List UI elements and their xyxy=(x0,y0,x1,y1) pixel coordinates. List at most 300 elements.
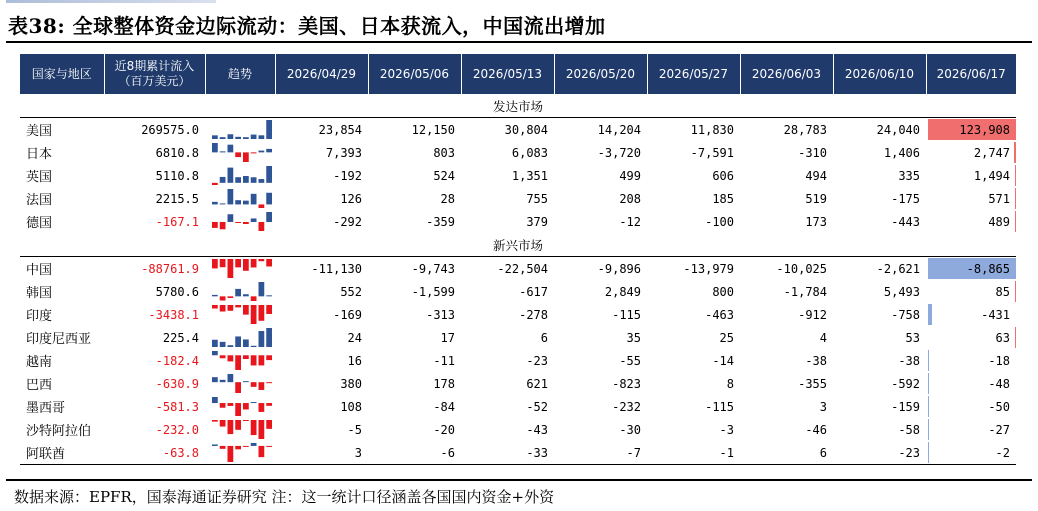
sparkline-bar xyxy=(220,403,226,408)
sparkline-bar xyxy=(251,152,257,153)
table-row xyxy=(20,395,1016,418)
weekly-flow-value xyxy=(926,187,1016,210)
row-name: 越南 xyxy=(26,355,53,370)
row-name: 印度 xyxy=(26,309,53,324)
weekly-flow-text: -8,865 xyxy=(966,261,1010,276)
weekly-flow-text: 63 xyxy=(995,330,1010,345)
sparkline-bar xyxy=(266,259,272,266)
sparkline-bar xyxy=(228,168,234,183)
sparkline-bar xyxy=(243,176,249,183)
weekly-flow-value: -10,025 xyxy=(776,261,827,276)
sparkline-bar xyxy=(259,420,265,439)
weekly-flow-value: -9,743 xyxy=(411,261,455,276)
sparkline-bar xyxy=(266,328,272,347)
sparkline-bar xyxy=(212,397,218,403)
weekly-flow-value: -278 xyxy=(519,307,548,322)
weekly-flow-value: 335 xyxy=(898,168,920,183)
weekly-flow-value: 28,783 xyxy=(783,122,827,137)
sparkline-bar xyxy=(235,152,241,157)
sparkline-bar xyxy=(259,331,265,347)
sparkline-bar xyxy=(259,151,265,153)
sparkline-bar xyxy=(259,355,265,365)
weekly-flow-value: -6 xyxy=(368,441,461,465)
sparkline-bar xyxy=(220,151,226,152)
weekly-flow-text: 85 xyxy=(995,284,1010,299)
sparkline-bar xyxy=(243,294,249,296)
weekly-flow-value: -912 xyxy=(798,307,827,322)
sparkline-bar xyxy=(251,305,257,324)
sparkline-bar xyxy=(228,189,234,204)
weekly-flow-value xyxy=(926,418,1016,441)
weekly-flow-value: -1,784 xyxy=(783,284,827,299)
weekly-flow-value: 499 xyxy=(619,168,641,183)
cumulative-value: -581.3 xyxy=(155,399,199,414)
sparkline-bar xyxy=(220,446,226,449)
trend-sparkline xyxy=(205,326,275,349)
weekly-flow-value: 494 xyxy=(805,168,827,183)
sparkline-bar xyxy=(228,305,234,311)
weekly-flow-value: -58 xyxy=(898,422,920,437)
sparkline-bar xyxy=(259,222,265,231)
sparkline-bar xyxy=(228,259,234,278)
table-row xyxy=(20,210,1016,233)
weekly-flow-value: -359 xyxy=(426,214,455,229)
sparkline-svg xyxy=(211,419,273,440)
weekly-flow-value: -38 xyxy=(898,353,920,368)
col-date: 2026/04/29 xyxy=(275,54,368,94)
top-strip xyxy=(0,0,1038,6)
weekly-flow-value: 24 xyxy=(347,330,362,345)
weekly-flow-value: 3 xyxy=(819,399,827,414)
sparkline-bar xyxy=(235,355,241,370)
sparkline-bar xyxy=(243,259,249,271)
sparkline-bar xyxy=(266,212,272,222)
cumulative-value: 5780.6 xyxy=(155,284,199,299)
weekly-flow-value: -52 xyxy=(526,399,548,414)
data-bar xyxy=(1015,281,1016,302)
data-bar xyxy=(1014,142,1016,163)
weekly-flow-value: 379 xyxy=(526,214,548,229)
fund-flow-table xyxy=(20,54,1016,465)
row-name: 墨西哥 xyxy=(26,401,66,416)
sparkline-bar xyxy=(266,166,272,183)
data-bar xyxy=(928,442,929,463)
sparkline-svg xyxy=(211,350,273,371)
sparkline-bar xyxy=(251,194,257,205)
weekly-flow-value: 35 xyxy=(626,330,641,345)
weekly-flow-value xyxy=(926,303,1016,326)
sparkline-bar xyxy=(259,305,265,321)
table-row xyxy=(20,280,1016,303)
weekly-flow-value: -232 xyxy=(612,399,641,414)
col-cumulative-line1: 近8期累计流入 xyxy=(114,59,195,73)
table-body xyxy=(20,94,1016,465)
sparkline-bar xyxy=(266,446,272,447)
col-date: 2026/06/10 xyxy=(833,54,926,94)
sparkline-bar xyxy=(228,145,234,153)
sparkline-bar xyxy=(235,336,241,347)
sparkline-bar xyxy=(235,289,241,296)
weekly-flow-value: -23 xyxy=(526,353,548,368)
sparkline-bar xyxy=(228,296,234,298)
trend-sparkline xyxy=(205,187,275,210)
weekly-flow-text: -18 xyxy=(988,353,1010,368)
data-bar xyxy=(928,304,932,325)
data-bar xyxy=(928,419,929,440)
col-region: 国家与地区 xyxy=(20,54,104,94)
sparkline-svg xyxy=(211,373,273,394)
weekly-flow-value: 1,406 xyxy=(883,145,920,160)
sparkline-bar xyxy=(259,179,265,183)
sparkline-bar xyxy=(212,420,218,422)
weekly-flow-text: 489 xyxy=(988,214,1010,229)
sparkline-bar xyxy=(251,355,257,365)
weekly-flow-value: 6 xyxy=(540,330,548,345)
sparkline-bar xyxy=(259,382,265,390)
weekly-flow-value: 185 xyxy=(712,191,734,206)
weekly-flow-value: -159 xyxy=(891,399,920,414)
sparkline-bar xyxy=(266,355,272,360)
weekly-flow-text: -2 xyxy=(995,445,1010,460)
sparkline-bar xyxy=(243,381,249,382)
table-row xyxy=(20,349,1016,372)
sparkline-bar xyxy=(235,177,241,183)
weekly-flow-value: -3,720 xyxy=(597,145,641,160)
sparkline-bar xyxy=(235,137,241,139)
sparkline-bar xyxy=(212,259,218,268)
trend-sparkline xyxy=(205,372,275,395)
sparkline-bar xyxy=(212,143,218,152)
sparkline-bar xyxy=(266,403,272,406)
sparkline-bar xyxy=(251,402,257,403)
sparkline-bar xyxy=(251,218,257,222)
sparkline-bar xyxy=(251,346,257,347)
row-name: 印度尼西亚 xyxy=(26,332,92,347)
cumulative-value: -167.1 xyxy=(155,214,199,229)
weekly-flow-text: -27 xyxy=(988,422,1010,437)
sparkline-bar xyxy=(235,446,241,449)
weekly-flow-value: -20 xyxy=(433,422,455,437)
weekly-flow-value: 3 xyxy=(275,441,368,465)
weekly-flow-value: -38 xyxy=(805,353,827,368)
data-bar xyxy=(1015,188,1016,209)
sparkline-bar xyxy=(259,135,265,139)
weekly-flow-value: 16 xyxy=(347,353,362,368)
weekly-flow-value: 4 xyxy=(819,330,827,345)
sparkline-bar xyxy=(235,403,241,416)
weekly-flow-value: -100 xyxy=(705,214,734,229)
weekly-flow-value xyxy=(926,441,1016,465)
weekly-flow-value: -5 xyxy=(347,422,362,437)
weekly-flow-value: -115 xyxy=(612,307,641,322)
weekly-flow-value: 17 xyxy=(440,330,455,345)
weekly-flow-text: -50 xyxy=(988,399,1010,414)
sparkline-bar xyxy=(212,305,218,309)
weekly-flow-value: 28 xyxy=(440,191,455,206)
weekly-flow-value: -33 xyxy=(461,441,554,465)
sparkline-bar xyxy=(212,183,218,185)
data-bar xyxy=(1015,211,1016,232)
weekly-flow-value: 552 xyxy=(340,284,362,299)
weekly-flow-value: -115 xyxy=(705,399,734,414)
col-trend: 趋势 xyxy=(205,54,275,94)
sparkline-bar xyxy=(212,351,218,355)
table-row xyxy=(20,418,1016,441)
trend-sparkline xyxy=(205,118,275,142)
sparkline-svg xyxy=(211,258,273,279)
weekly-flow-value xyxy=(926,210,1016,233)
cumulative-value: 6810.8 xyxy=(155,145,199,160)
weekly-flow-value: 6 xyxy=(740,441,833,465)
table-row xyxy=(20,257,1016,281)
weekly-flow-value: 2,849 xyxy=(604,284,641,299)
weekly-flow-value: -7 xyxy=(554,441,647,465)
sparkline-bar xyxy=(251,296,257,301)
weekly-flow-value: 12,150 xyxy=(411,122,455,137)
weekly-flow-value: 755 xyxy=(526,191,548,206)
weekly-flow-value: -13,979 xyxy=(683,261,734,276)
table-row xyxy=(20,441,1016,465)
row-name: 德国 xyxy=(26,216,53,231)
row-name: 中国 xyxy=(26,263,53,278)
weekly-flow-value xyxy=(926,164,1016,187)
table-row xyxy=(20,303,1016,326)
sparkline-bar xyxy=(259,259,265,261)
table-row xyxy=(20,326,1016,349)
row-name: 巴西 xyxy=(26,378,53,393)
weekly-flow-value: -7,591 xyxy=(690,145,734,160)
weekly-flow-value: 11,830 xyxy=(690,122,734,137)
sparkline-bar xyxy=(243,420,249,421)
sparkline-bar xyxy=(235,200,241,204)
weekly-flow-value: -22,504 xyxy=(497,261,548,276)
sparkline-bar xyxy=(212,295,218,296)
weekly-flow-text: 123,908 xyxy=(959,122,1010,137)
sparkline-bar xyxy=(212,340,218,347)
weekly-flow-value: 621 xyxy=(526,376,548,391)
sparkline-bar xyxy=(243,403,249,409)
sparkline-bar xyxy=(220,305,226,312)
weekly-flow-value: 8 xyxy=(726,376,734,391)
weekly-flow-value: 5,493 xyxy=(883,284,920,299)
sparkline-bar xyxy=(243,355,249,359)
weekly-flow-value: -463 xyxy=(705,307,734,322)
weekly-flow-value xyxy=(926,372,1016,395)
weekly-flow-value: -14 xyxy=(712,353,734,368)
weekly-flow-text: -431 xyxy=(981,307,1010,322)
footer-rule xyxy=(6,479,1032,481)
weekly-flow-value xyxy=(926,349,1016,372)
col-cumulative-line2: （百万美元） xyxy=(118,74,191,88)
sparkline-svg xyxy=(211,188,273,209)
table-row xyxy=(20,164,1016,187)
sparkline-bar xyxy=(251,135,257,139)
weekly-flow-value xyxy=(926,395,1016,418)
sparkline-bar xyxy=(251,259,257,267)
sparkline-svg xyxy=(211,165,273,186)
sparkline-bar xyxy=(243,305,249,315)
title-rule xyxy=(6,41,1032,43)
weekly-flow-value: 108 xyxy=(340,399,362,414)
weekly-flow-value: -1,599 xyxy=(411,284,455,299)
cumulative-value: 225.4 xyxy=(162,330,199,345)
trend-sparkline xyxy=(205,210,275,233)
col-date: 2026/06/17 xyxy=(926,54,1016,94)
sparkline-bar xyxy=(220,380,226,382)
sparkline-svg xyxy=(211,142,273,163)
sparkline-bar xyxy=(228,374,234,382)
section-label: 发达市场 xyxy=(20,94,1016,118)
section-label: 新兴市场 xyxy=(20,233,1016,257)
weekly-flow-value: 23,854 xyxy=(318,122,362,137)
col-date: 2026/05/13 xyxy=(461,54,554,94)
page-title: 表38: 全球整体资金边际流动：美国、日本获流入，中国流出增加 xyxy=(8,14,606,38)
cumulative-value: -3438.1 xyxy=(148,307,199,322)
sparkline-svg xyxy=(211,327,273,348)
row-name: 日本 xyxy=(26,147,53,162)
sparkline-bar xyxy=(259,204,265,208)
weekly-flow-value: 53 xyxy=(905,330,920,345)
cumulative-value: -232.0 xyxy=(155,422,199,437)
weekly-flow-value: -592 xyxy=(891,376,920,391)
sparkline-svg xyxy=(211,281,273,302)
weekly-flow-value: 800 xyxy=(712,284,734,299)
weekly-flow-text: -48 xyxy=(988,376,1010,391)
sparkline-bar xyxy=(220,222,226,229)
cumulative-value: 269575.0 xyxy=(141,122,199,137)
sparkline-bar xyxy=(251,177,257,183)
sparkline-bar xyxy=(212,377,218,382)
weekly-flow-value: -169 xyxy=(333,307,362,322)
cumulative-value: -88761.9 xyxy=(141,261,199,276)
sparkline-bar xyxy=(251,382,257,387)
table-row xyxy=(20,372,1016,395)
sparkline-bar xyxy=(228,403,234,406)
weekly-flow-value: -23 xyxy=(833,441,926,465)
weekly-flow-value: -55 xyxy=(619,353,641,368)
trend-sparkline xyxy=(205,395,275,418)
weekly-flow-value: -84 xyxy=(433,399,455,414)
weekly-flow-value: -3 xyxy=(719,422,734,437)
sparkline-bar xyxy=(212,444,218,445)
sparkline-bar xyxy=(220,355,226,358)
sparkline-bar xyxy=(243,201,249,205)
cumulative-value: -630.9 xyxy=(155,376,199,391)
sparkline-bar xyxy=(266,382,272,383)
data-bar xyxy=(1015,327,1016,348)
weekly-flow-value: -192 xyxy=(333,168,362,183)
sparkline-bar xyxy=(266,295,272,296)
weekly-flow-value: -313 xyxy=(426,307,455,322)
weekly-flow-value xyxy=(926,257,1016,281)
row-name: 沙特阿拉伯 xyxy=(26,424,92,439)
sparkline-bar xyxy=(228,345,234,347)
sparkline-bar xyxy=(220,296,226,300)
weekly-flow-value: -175 xyxy=(891,191,920,206)
weekly-flow-value: -443 xyxy=(891,214,920,229)
weekly-flow-value: -43 xyxy=(526,422,548,437)
weekly-flow-value: -355 xyxy=(798,376,827,391)
weekly-flow-text: 1,494 xyxy=(973,168,1010,183)
data-bar xyxy=(1015,165,1016,186)
col-cumulative xyxy=(104,54,205,94)
weekly-flow-value: -30 xyxy=(619,422,641,437)
weekly-flow-value: 208 xyxy=(619,191,641,206)
section-header xyxy=(20,94,1016,118)
sparkline-bar xyxy=(212,222,218,228)
weekly-flow-text: 571 xyxy=(988,191,1010,206)
trend-sparkline xyxy=(205,141,275,164)
weekly-flow-text: 2,747 xyxy=(973,145,1010,160)
sparkline-bar xyxy=(220,259,226,267)
sparkline-svg xyxy=(211,304,273,325)
cumulative-value: 2215.5 xyxy=(155,191,199,206)
section-header xyxy=(20,233,1016,257)
weekly-flow-value xyxy=(926,280,1016,303)
sparkline-bar xyxy=(220,203,226,204)
sparkline-bar xyxy=(235,222,241,223)
sparkline-bar xyxy=(220,177,226,183)
row-name: 法国 xyxy=(26,193,53,208)
sparkline-bar xyxy=(243,339,249,347)
row-name: 韩国 xyxy=(26,286,53,301)
sparkline-bar xyxy=(235,259,241,267)
weekly-flow-value: -823 xyxy=(612,376,641,391)
data-bar xyxy=(928,350,929,371)
weekly-flow-value: 524 xyxy=(433,168,455,183)
table-row xyxy=(20,141,1016,164)
sparkline-bar xyxy=(243,446,249,447)
sparkline-svg xyxy=(211,396,273,417)
sparkline-bar xyxy=(243,137,249,139)
col-date: 2026/05/27 xyxy=(647,54,740,94)
sparkline-bar xyxy=(235,305,241,307)
weekly-flow-value: -310 xyxy=(798,145,827,160)
weekly-flow-value: -12 xyxy=(619,214,641,229)
trend-sparkline xyxy=(205,349,275,372)
cumulative-value: -63.8 xyxy=(104,441,205,465)
data-bar xyxy=(928,373,929,394)
row-name: 阿联酋 xyxy=(20,441,104,465)
sparkline-bar xyxy=(266,420,272,429)
weekly-flow-value: -11 xyxy=(433,353,455,368)
weekly-flow-value: 606 xyxy=(712,168,734,183)
weekly-flow-value: 380 xyxy=(340,376,362,391)
sparkline-bar xyxy=(259,282,265,296)
header-logo-sliver xyxy=(6,0,216,3)
sparkline-bar xyxy=(243,152,249,162)
sparkline-bar xyxy=(228,420,234,434)
table-header xyxy=(20,54,1016,94)
sparkline-svg xyxy=(211,211,273,232)
sparkline-bar xyxy=(266,193,272,205)
weekly-flow-value: -46 xyxy=(805,422,827,437)
sparkline-bar xyxy=(235,382,241,393)
weekly-flow-value: 24,040 xyxy=(876,122,920,137)
sparkline-bar xyxy=(228,355,234,361)
weekly-flow-value: 6,083 xyxy=(511,145,548,160)
sparkline-bar xyxy=(259,403,265,412)
weekly-flow-value: -9,896 xyxy=(597,261,641,276)
weekly-flow-value: -617 xyxy=(519,284,548,299)
sparkline-bar xyxy=(243,222,249,224)
weekly-flow-value: 803 xyxy=(433,145,455,160)
weekly-flow-value xyxy=(926,326,1016,349)
sparkline-bar xyxy=(220,137,226,139)
sparkline-bar xyxy=(220,342,226,347)
sparkline-bar xyxy=(220,420,226,427)
trend-sparkline xyxy=(205,418,275,441)
